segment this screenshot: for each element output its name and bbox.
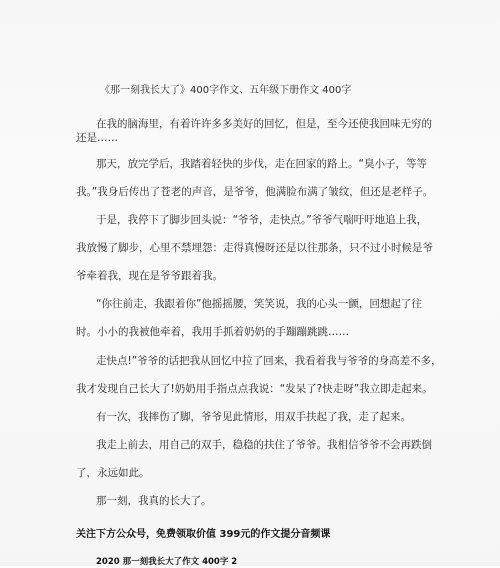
paragraph-line: 走快点!”爷爷的话把我从回忆中拉了回来，我看着我与爷爷的身高差不多， <box>96 355 442 367</box>
paragraph-line: 那天，放完学后，我踏着轻快的步伐，走在回家的路上。“臭小子，等等 <box>96 158 427 170</box>
paragraph-line: 我走上前去，用自己的双手，稳稳的扶住了爷爷。我相信爷爷不会再跌倒 <box>96 439 432 451</box>
paragraph-line: “你往前走，我跟着你”他摇摇腰，笑笑说，我的心头一颤，回想起了往 <box>96 298 422 310</box>
paragraph-line: 我放慢了脚步，心里不禁埋怨：走得真慢呀还是以往那条，只不过小时候是爷 <box>76 242 433 254</box>
paragraph-line: 爷牵着我，现在是爷爷跟着我。 <box>76 270 223 282</box>
paragraph-line: 有一次，我摔伤了脚，爷爷见此情形，用双手扶起了我，走了起来。 <box>96 411 411 423</box>
paragraph-line: 我才发现自己长大了!奶奶用手指点点我说：“发呆了?快走呀”我立即走起来。 <box>76 383 433 395</box>
paragraph-line: 那一刻，我真的长大了。 <box>96 495 212 507</box>
paragraph-line: 在我的脑海里，有着许许多多美好的回忆，但是，至今还使我回味无穷的 <box>96 118 432 130</box>
next-article-title: 2020 那一刻我长大了作文 400字 2 <box>96 557 238 567</box>
document-title: 《那一刻我长大了》400字作文、五年级下册作文 400字 <box>100 85 352 96</box>
paragraph-line: 还是…… <box>76 132 118 144</box>
paragraph-line: 时。小小的我被他牵着，我用手抓着奶奶的手蹦蹦跳跳…… <box>76 326 349 338</box>
paragraph-line: 了，永远如此。 <box>76 467 150 479</box>
paragraph-line: 于是，我停下了脚步回头说：“爷爷，走快点。”爷爷气喘吁吁地追上我， <box>96 214 428 226</box>
promo-note: 关注下方公众号，免费领取价值 399元的作文提分音频课 <box>76 529 331 540</box>
paragraph-line: 我。”我身后传出了苍老的声音，是爷爷，他满脸布满了皱纹，但还是老样子。 <box>76 186 434 198</box>
